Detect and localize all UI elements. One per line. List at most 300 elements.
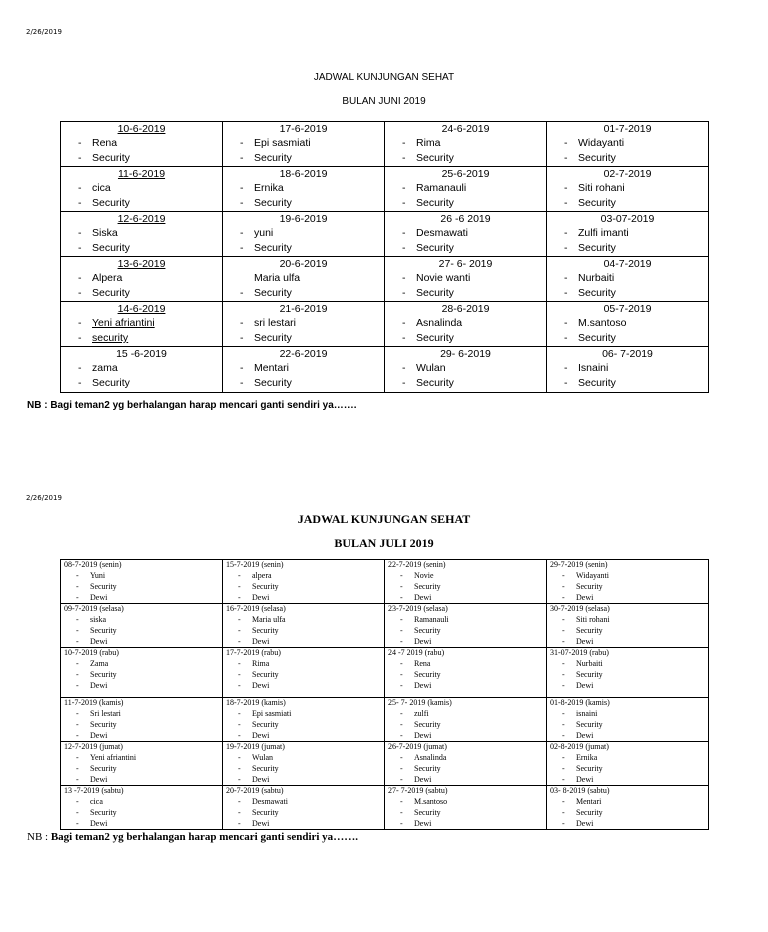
page-subtitle: BULAN JULI 2019 <box>334 536 434 550</box>
entry-text: Security <box>416 152 454 164</box>
bullet-dash: - <box>564 197 568 209</box>
entry-text: Isnaini <box>578 362 609 374</box>
cell-entry <box>61 752 222 763</box>
cell-entry <box>223 796 384 807</box>
entry-text: Rena <box>92 137 118 149</box>
cell-entry <box>547 796 708 807</box>
bullet-dash: - <box>400 819 403 828</box>
cell-date: 03-07-2019 <box>600 213 655 225</box>
bullet-dash: - <box>238 775 241 784</box>
bullet-dash: - <box>238 797 241 806</box>
cell-entry <box>547 636 708 647</box>
entry-text: Rima <box>252 659 270 668</box>
bullet-dash: - <box>240 227 244 239</box>
bullet-dash: - <box>240 197 244 209</box>
schedule-cell <box>61 167 223 212</box>
schedule-cell <box>385 212 547 257</box>
bullet-dash: - <box>78 362 82 374</box>
entry-text: Yeni afriantini <box>92 317 155 329</box>
cell-entry <box>223 807 384 818</box>
entry-text: Security <box>254 377 292 389</box>
entry-text: Security <box>576 626 603 635</box>
entry-text: Yeni afriantini <box>90 753 137 762</box>
schedule-cell <box>223 604 385 648</box>
entry-text: Dewi <box>90 819 108 828</box>
cell-date: 04-7-2019 <box>603 258 652 270</box>
cell-date: 26-7-2019 (jumat) <box>388 742 447 751</box>
bullet-dash: - <box>400 764 403 773</box>
bullet-dash: - <box>78 332 82 344</box>
bullet-dash: - <box>562 593 565 602</box>
cell-entry <box>61 151 222 166</box>
cell-entry <box>547 730 708 741</box>
bullet-dash: - <box>240 137 244 149</box>
cell-date: 19-7-2019 (jumat) <box>226 742 285 751</box>
cell-entry <box>61 730 222 741</box>
bullet-dash: - <box>402 362 406 374</box>
schedule-cell <box>547 302 709 347</box>
entry-text: Dewi <box>414 775 432 784</box>
cell-entry <box>61 376 222 391</box>
bullet-dash: - <box>564 287 568 299</box>
entry-text: Security <box>416 332 454 344</box>
bullet-dash: - <box>562 670 565 679</box>
entry-text: Asnalinda <box>414 753 447 762</box>
cell-entry <box>61 592 222 603</box>
schedule-cell <box>223 742 385 786</box>
entry-text: Security <box>576 720 603 729</box>
entry-text: Dewi <box>90 731 108 740</box>
entry-text: Security <box>578 287 616 299</box>
cell-entry <box>547 286 708 301</box>
schedule-cell <box>547 742 709 786</box>
bullet-dash: - <box>78 287 82 299</box>
cell-entry <box>547 376 708 391</box>
entry-text: Security <box>252 670 279 679</box>
entry-text: Ramanauli <box>414 615 449 624</box>
bullet-dash: - <box>400 709 403 718</box>
cell-entry <box>61 226 222 241</box>
entry-text: Desmawati <box>416 227 468 239</box>
cell-entry <box>223 625 384 636</box>
bullet-dash: - <box>402 317 406 329</box>
entry-text: Security <box>254 332 292 344</box>
bullet-dash: - <box>238 637 241 646</box>
cell-date: 24-6-2019 <box>441 123 490 135</box>
entry-text: Zama <box>90 659 109 668</box>
cell-entry <box>61 196 222 211</box>
bullet-dash: - <box>564 182 568 194</box>
cell-entry <box>385 592 546 603</box>
cell-entry <box>223 614 384 625</box>
entry-text: yuni <box>254 227 274 239</box>
bullet-dash: - <box>76 764 79 773</box>
bullet-dash: - <box>400 797 403 806</box>
table-row <box>61 742 709 786</box>
cell-entry <box>385 614 546 625</box>
cell-entry <box>223 581 384 592</box>
cell-entry <box>61 181 222 196</box>
bullet-dash: - <box>238 720 241 729</box>
entry-text: Security <box>254 152 292 164</box>
cell-entry <box>223 763 384 774</box>
footnote <box>27 831 358 843</box>
schedule-cell <box>61 212 223 257</box>
cell-date: 08-7-2019 (senin) <box>64 560 122 569</box>
bullet-dash: - <box>562 731 565 740</box>
table-row <box>61 786 709 830</box>
cell-entry <box>385 181 546 196</box>
cell-entry <box>547 331 708 346</box>
cell-entry <box>61 286 222 301</box>
entry-text: Security <box>252 720 279 729</box>
cell-entry <box>547 136 708 151</box>
cell-entry <box>61 136 222 151</box>
cell-entry <box>385 796 546 807</box>
schedule-cell <box>385 786 547 830</box>
entry-text: Dewi <box>252 593 270 602</box>
cell-entry <box>61 807 222 818</box>
bullet-dash: - <box>562 681 565 690</box>
entry-text: Security <box>578 152 616 164</box>
entry-text: Epi sasmiati <box>254 137 311 149</box>
cell-entry <box>385 361 546 376</box>
entry-text: Security <box>414 582 441 591</box>
cell-entry <box>61 316 222 331</box>
cell-date: 11-7-2019 (kamis) <box>64 698 124 707</box>
cell-date: 21-6-2019 <box>279 303 328 315</box>
bullet-dash: - <box>562 720 565 729</box>
cell-entry <box>385 774 546 785</box>
cell-entry <box>223 376 384 391</box>
cell-date: 11-6-2019 <box>117 168 166 180</box>
entry-text: Novie <box>414 571 434 580</box>
schedule-cell <box>385 604 547 648</box>
schedule-cell <box>547 560 709 604</box>
cell-date: 12-7-2019 (jumat) <box>64 742 123 751</box>
entry-text: Security <box>414 764 441 773</box>
schedule-cell <box>61 604 223 648</box>
cell-entry <box>547 614 708 625</box>
entry-text: Security <box>90 626 117 635</box>
schedule-cell <box>223 302 385 347</box>
cell-entry <box>61 796 222 807</box>
cell-entry <box>385 680 546 691</box>
schedule-cell <box>223 122 385 167</box>
cell-entry <box>547 570 708 581</box>
schedule-cell <box>385 302 547 347</box>
bullet-dash: - <box>402 377 406 389</box>
table-row <box>61 257 709 302</box>
table-row <box>61 560 709 604</box>
cell-date: 13 -7-2019 (sabtu) <box>64 786 124 795</box>
cell-date: 31-07-2019 (rabu) <box>550 648 609 657</box>
cell-entry <box>385 708 546 719</box>
table-row <box>61 347 709 393</box>
schedule-cell <box>547 212 709 257</box>
bullet-dash: - <box>238 670 241 679</box>
bullet-dash: - <box>564 137 568 149</box>
cell-date: 12-6-2019 <box>117 213 166 225</box>
bullet-dash: - <box>402 272 406 284</box>
entry-text: Dewi <box>576 681 594 690</box>
entry-text: Wulan <box>416 362 446 374</box>
entry-text: cica <box>92 182 111 194</box>
entry-text: Novie wanti <box>416 272 471 284</box>
cell-date: 02-8-2019 (jumat) <box>550 742 609 751</box>
cell-date: 15-7-2019 (senin) <box>226 560 284 569</box>
cell-entry <box>547 807 708 818</box>
schedule-cell <box>385 560 547 604</box>
bullet-dash: - <box>238 626 241 635</box>
bullet-dash: - <box>562 775 565 784</box>
cell-date: 18-6-2019 <box>279 168 328 180</box>
schedule-cell <box>547 648 709 698</box>
entry-text: Security <box>578 197 616 209</box>
bullet-dash: - <box>400 637 403 646</box>
cell-entry <box>61 774 222 785</box>
cell-entry <box>223 136 384 151</box>
cell-date: 15 -6-2019 <box>116 348 167 360</box>
cell-entry <box>223 196 384 211</box>
table-row <box>61 604 709 648</box>
entry-text: Dewi <box>414 681 432 690</box>
entry-text: Asnalinda <box>416 317 463 329</box>
cell-date: 06- 7-2019 <box>602 348 653 360</box>
cell-entry <box>547 818 708 829</box>
cell-entry <box>547 581 708 592</box>
entry-text: Security <box>252 626 279 635</box>
entry-text: Security <box>416 377 454 389</box>
bullet-dash: - <box>78 317 82 329</box>
cell-entry <box>547 361 708 376</box>
cell-entry <box>61 636 222 647</box>
entry-text: Widayanti <box>576 571 609 580</box>
cell-entry <box>547 226 708 241</box>
cell-entry <box>223 592 384 603</box>
cell-date: 30-7-2019 (selasa) <box>550 604 610 613</box>
schedule-cell <box>223 212 385 257</box>
entry-text: Dewi <box>90 637 108 646</box>
bullet-dash: - <box>562 764 565 773</box>
cell-entry <box>61 581 222 592</box>
cell-entry <box>223 669 384 680</box>
schedule-cell <box>385 347 547 393</box>
cell-date: 10-6-2019 <box>117 123 166 135</box>
entry-text: Dewi <box>576 637 594 646</box>
schedule-table-june <box>60 121 709 393</box>
bullet-dash: - <box>400 753 403 762</box>
footnote-prefix: NB : <box>27 831 51 843</box>
bullet-dash: - <box>400 720 403 729</box>
cell-entry <box>547 658 708 669</box>
entry-text: Security <box>416 287 454 299</box>
cell-entry <box>223 241 384 256</box>
entry-text: security <box>92 332 129 344</box>
cell-date: 28-6-2019 <box>441 303 490 315</box>
entry-text: M.santoso <box>414 797 448 806</box>
entry-text: Security <box>90 808 117 817</box>
cell-date: 29- 6-2019 <box>440 348 491 360</box>
entry-text: Rima <box>416 137 441 149</box>
cell-entry <box>547 625 708 636</box>
entry-text: Dewi <box>252 681 270 690</box>
cell-entry <box>385 331 546 346</box>
entry-text: Security <box>576 808 603 817</box>
cell-date: 01-7-2019 <box>603 123 652 135</box>
bullet-dash: - <box>400 731 403 740</box>
bullet-dash: - <box>400 808 403 817</box>
bullet-dash: - <box>238 582 241 591</box>
entry-text: Zulfi imanti <box>578 227 629 239</box>
bullet-dash: - <box>78 242 82 254</box>
cell-entry <box>385 226 546 241</box>
page-subtitle: BULAN JUNI 2019 <box>342 96 426 107</box>
entry-text: Security <box>254 197 292 209</box>
entry-text: Dewi <box>576 819 594 828</box>
schedule-cell <box>547 347 709 393</box>
bullet-dash: - <box>76 571 79 580</box>
date-stamp: 2/26/2019 <box>26 28 62 36</box>
cell-entry <box>385 818 546 829</box>
cell-date: 02-7-2019 <box>603 168 652 180</box>
schedule-cell <box>385 257 547 302</box>
footnote-suffix: ……. <box>333 831 358 843</box>
cell-entry <box>61 658 222 669</box>
entry-text: Dewi <box>252 731 270 740</box>
bullet-dash: - <box>78 152 82 164</box>
cell-entry <box>547 316 708 331</box>
cell-entry <box>547 708 708 719</box>
entry-text: Security <box>254 242 292 254</box>
entry-text: Security <box>576 670 603 679</box>
bullet-dash: - <box>564 152 568 164</box>
bullet-dash: - <box>562 808 565 817</box>
schedule-cell <box>61 698 223 742</box>
cell-date: 27- 7-2019 (sabtu) <box>388 786 448 795</box>
cell-entry <box>547 669 708 680</box>
entry-text: Security <box>414 670 441 679</box>
bullet-dash: - <box>78 377 82 389</box>
cell-entry <box>385 730 546 741</box>
entry-text: Security <box>576 764 603 773</box>
entry-text: Alpera <box>92 272 123 284</box>
cell-date: 05-7-2019 <box>603 303 652 315</box>
schedule-cell <box>547 698 709 742</box>
bullet-dash: - <box>402 227 406 239</box>
bullet-dash: - <box>76 808 79 817</box>
entry-text: isnaini <box>576 709 598 718</box>
bullet-dash: - <box>400 670 403 679</box>
cell-entry <box>385 271 546 286</box>
cell-entry <box>547 774 708 785</box>
entry-text: sri lestari <box>254 317 297 329</box>
bullet-dash: - <box>238 681 241 690</box>
bullet-dash: - <box>402 182 406 194</box>
cell-entry <box>61 361 222 376</box>
cell-entry <box>547 592 708 603</box>
cell-entry <box>223 226 384 241</box>
cell-date: 26 -6 2019 <box>440 213 491 225</box>
entry-text: Security <box>416 197 454 209</box>
cell-entry <box>385 669 546 680</box>
table-row <box>61 648 709 698</box>
bullet-dash: - <box>400 775 403 784</box>
cell-entry <box>547 196 708 211</box>
schedule-cell <box>385 648 547 698</box>
cell-entry <box>547 763 708 774</box>
cell-entry <box>61 680 222 691</box>
cell-date: 22-6-2019 <box>279 348 328 360</box>
bullet-dash: - <box>76 670 79 679</box>
bullet-dash: - <box>76 709 79 718</box>
bullet-dash: - <box>402 242 406 254</box>
entry-text: Dewi <box>90 593 108 602</box>
bullet-dash: - <box>76 659 79 668</box>
entry-text: zama <box>92 362 118 374</box>
date-stamp: 2/26/2019 <box>26 494 62 502</box>
entry-text: Siti rohani <box>578 182 625 194</box>
entry-text: Security <box>578 242 616 254</box>
table-row <box>61 698 709 742</box>
entry-text: Yuni <box>90 571 106 580</box>
bullet-dash: - <box>78 197 82 209</box>
bullet-dash: - <box>76 637 79 646</box>
entry-text: Security <box>578 332 616 344</box>
bullet-dash: - <box>564 272 568 284</box>
entry-text: Mentari <box>254 362 290 374</box>
schedule-cell <box>223 560 385 604</box>
bullet-dash: - <box>76 797 79 806</box>
bullet-dash: - <box>76 681 79 690</box>
schedule-cell <box>385 167 547 212</box>
bullet-dash: - <box>564 377 568 389</box>
cell-entry <box>385 286 546 301</box>
entry-text: Mentari <box>576 797 602 806</box>
entry-text: Ramanauli <box>416 182 467 194</box>
footnote-text: Bagi teman2 yg berhalangan harap mencari ganti sendiri ya <box>50 831 334 843</box>
entry-text: Dewi <box>576 593 594 602</box>
schedule-cell <box>223 167 385 212</box>
cell-entry <box>385 658 546 669</box>
cell-entry <box>223 680 384 691</box>
entry-text: Security <box>92 377 130 389</box>
bullet-dash: - <box>78 137 82 149</box>
entry-text: Security <box>252 582 279 591</box>
bullet-dash: - <box>564 227 568 239</box>
entry-text: Security <box>90 582 117 591</box>
bullet-dash: - <box>400 659 403 668</box>
schedule-cell <box>61 742 223 786</box>
entry-text: Dewi <box>252 775 270 784</box>
schedule-cell <box>547 786 709 830</box>
cell-entry <box>223 719 384 730</box>
cell-entry <box>385 752 546 763</box>
bullet-dash: - <box>400 681 403 690</box>
cell-date: 17-6-2019 <box>279 123 328 135</box>
bullet-dash: - <box>402 137 406 149</box>
entry-text: M.santoso <box>578 317 627 329</box>
cell-date: 29-7-2019 (senin) <box>550 560 608 569</box>
cell-entry <box>223 361 384 376</box>
bullet-dash: - <box>402 152 406 164</box>
entry-text: Dewi <box>414 819 432 828</box>
cell-entry <box>547 151 708 166</box>
bullet-dash: - <box>400 593 403 602</box>
bullet-dash: - <box>562 659 565 668</box>
bullet-dash: - <box>400 571 403 580</box>
entry-text: Dewi <box>414 593 432 602</box>
